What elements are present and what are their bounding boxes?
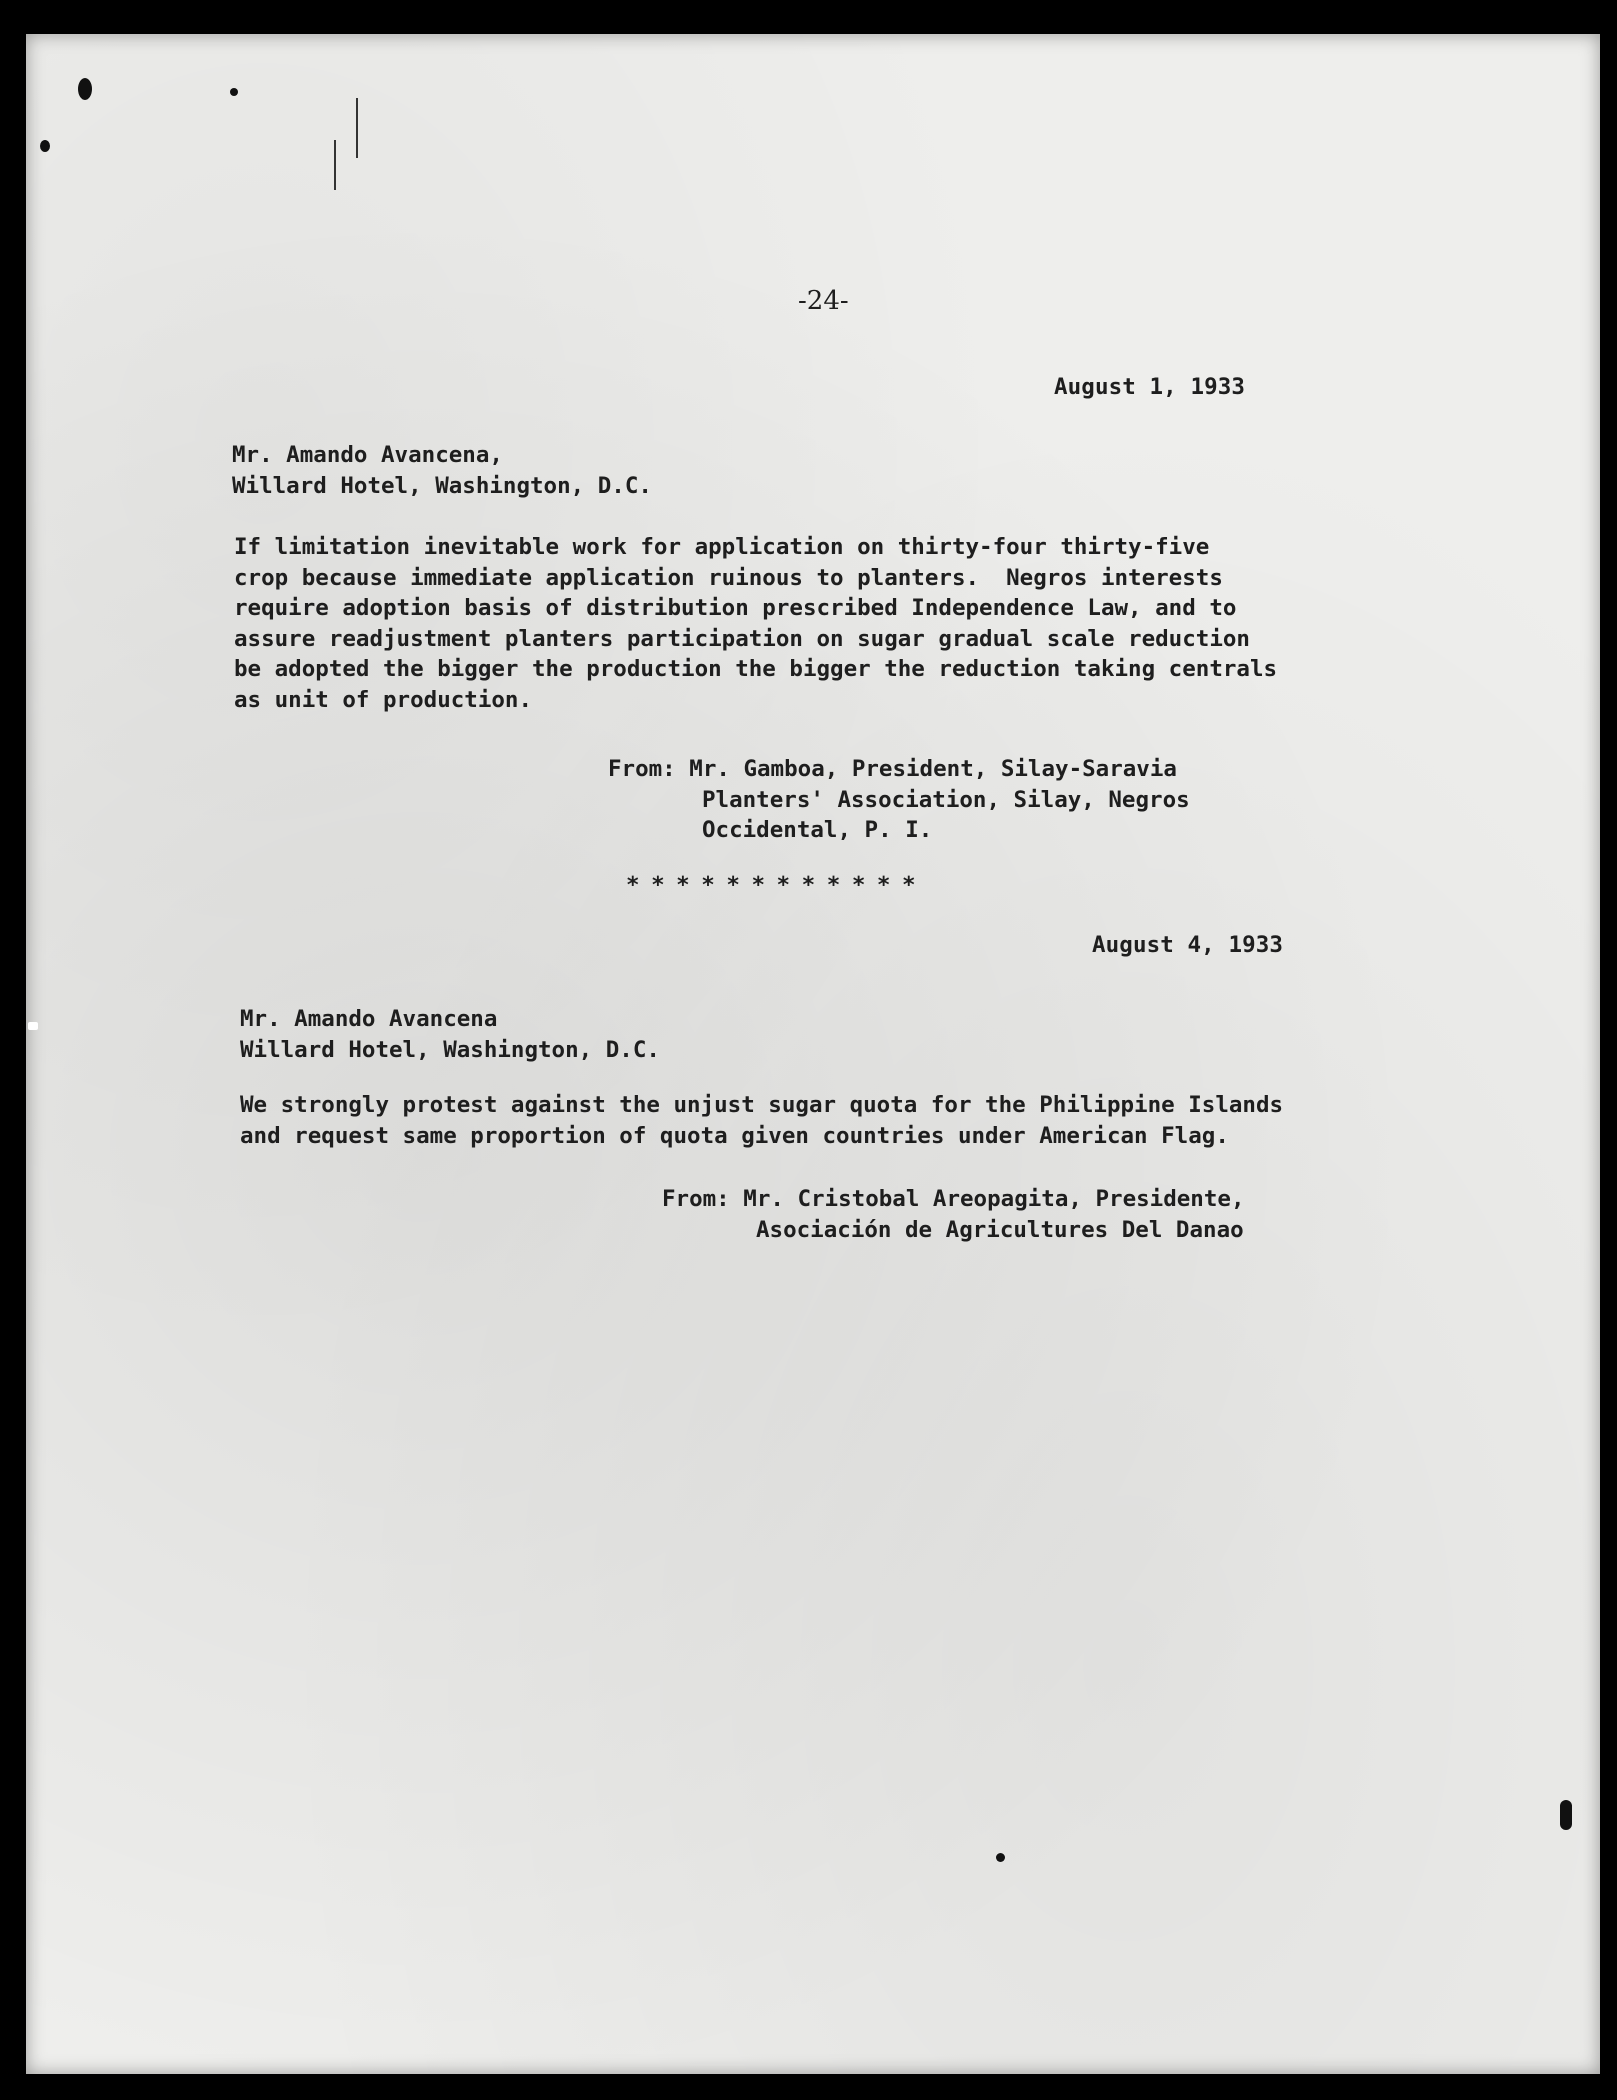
letter-addressee (240, 1004, 660, 1065)
body-line: require adoption basis of distribution prescribed Independence Law, and to (234, 595, 1237, 621)
sender-line: From: Mr. Gamboa, President, Silay-Saravia (608, 756, 1177, 782)
body-line: assure readjustment planters participation on sugar gradual scale reduction (234, 625, 1250, 652)
body-line: We strongly protest against the unjust sugar quota for the Philippine Islands (240, 1092, 1284, 1118)
body-line: If limitation inevitable work for application on thirty-four thirty-five (234, 534, 1210, 560)
body-line: crop because immediate application ruinous to planters. Negros interests (234, 564, 1223, 591)
scan-speck (78, 78, 92, 100)
scan-speck (1560, 1800, 1572, 1830)
page-number: -24- (798, 286, 849, 316)
scan-streak (356, 98, 358, 158)
addressee-line: Willard Hotel, Washington, D.C. (232, 472, 652, 499)
letter-separator: * * * * * * * * * * * * (626, 872, 915, 898)
scan-speck (28, 1022, 38, 1030)
letter-sender (662, 1184, 1244, 1245)
body-line: as unit of production. (234, 686, 533, 713)
body-line: and request same proportion of quota given countries under American Flag. (240, 1122, 1229, 1149)
sender-line: Occidental, P. I. (702, 817, 933, 843)
sender-line: From: Mr. Cristobal Areopagita, Presidente, (662, 1186, 1245, 1212)
scan-speck (230, 88, 238, 96)
letter-addressee (232, 440, 652, 501)
addressee-line: Mr. Amando Avancena, (232, 442, 503, 468)
letter-date: August 4, 1933 (1092, 932, 1284, 958)
letter-date: August 1, 1933 (1054, 374, 1246, 400)
letter-body (234, 532, 1277, 715)
sender-line: Planters' Association, Silay, Negros (702, 786, 1190, 813)
scan-speck (996, 1853, 1005, 1862)
letter-body (240, 1090, 1283, 1151)
addressee-line: Willard Hotel, Washington, D.C. (240, 1036, 660, 1063)
scan-streak (334, 140, 336, 190)
sender-line: Asociación de Agricultures Del Danao (756, 1216, 1244, 1243)
letter-sender (608, 754, 1190, 846)
scan-speck (40, 140, 50, 152)
body-line: be adopted the bigger the production the bigger the reduction taking centrals (234, 656, 1278, 682)
addressee-line: Mr. Amando Avancena (240, 1006, 498, 1032)
